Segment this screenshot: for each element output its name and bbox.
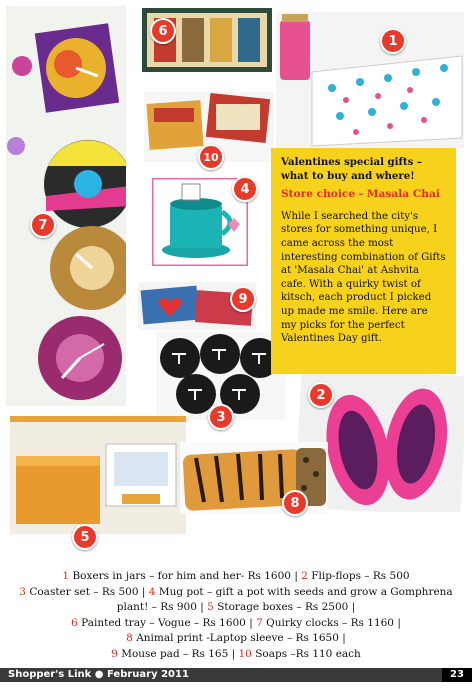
product-number-badge: 4: [232, 176, 258, 202]
quirky-clocks-photo: [6, 6, 126, 406]
product-number-badge: 9: [230, 286, 256, 312]
product-number-badge: 6: [150, 18, 176, 44]
price-item: 9 Mouse pad – Rs 165: [111, 647, 229, 660]
article-text-panel: [271, 148, 456, 374]
product-number-badge: 3: [208, 404, 234, 430]
product-number-badge: 1: [380, 28, 406, 54]
price-item: 10 Soaps –Rs 110 each: [238, 647, 361, 660]
product-number-badge: 5: [72, 524, 98, 550]
price-item: 2 Flip-flops – Rs 500: [301, 570, 410, 582]
price-item: 6 Painted tray – Vogue – Rs 1600: [71, 616, 246, 629]
page-number: 23: [442, 668, 472, 682]
price-item: 5 Storage boxes – Rs 2500: [207, 601, 349, 614]
product-number-badge: 2: [308, 382, 334, 408]
storage-boxes-photo: [10, 416, 186, 534]
price-item: 1 Boxers in jars – for him and her- Rs 1600: [62, 570, 291, 582]
product-number-badge: 10: [198, 144, 224, 170]
article-body: While I searched the city's stores for something unique, I came across the most interesting combination of Gifts at 'Masala Chai' at Ashvita cafe. With a quirky twist of kitsch, each product I picked up made me smile. Here are my picks for the perfect Valentines Day gift.: [281, 210, 446, 345]
price-item: 3 Coaster set – Rs 500: [19, 585, 139, 598]
article-intro: Valentines special gifts – what to buy and where!: [281, 156, 422, 182]
price-item: 8 Animal print -Laptop sleeve – Rs 1650: [126, 632, 339, 645]
boxers-in-jars-photo: [276, 12, 464, 148]
store-choice-heading: Store choice - Masala Chai: [281, 188, 440, 201]
price-item: 4 Mug pot – gift a pot with seeds and grow a Gomphrena plant! – Rs 900: [116, 585, 453, 614]
product-number-badge: 7: [30, 212, 56, 238]
price-item: 7 Quirky clocks – Rs 1160: [256, 616, 394, 629]
page-footer: [0, 668, 472, 682]
price-list: 1 Boxers in jars – for him and her- Rs 1600 | 2 Flip-flops – Rs 500 3 Coaster set – Rs 500 | 4 Mug pot – gift a pot with seeds and grow a Gomphrena plant! – Rs 900 | 5 Storage boxes – Rs 2500 | 6 Painted tray – Vogue – Rs 1600 | 7 Quirky clocks – Rs 1160 | 8 Animal print -Laptop sleeve – Rs 1650 | 9 Mouse pad – Rs 165 | 10 Soaps –Rs 110 each: [19, 570, 453, 660]
product-number-badge: 8: [282, 490, 308, 516]
footer-publication: Shopper's Link ● February 2011: [8, 669, 189, 680]
